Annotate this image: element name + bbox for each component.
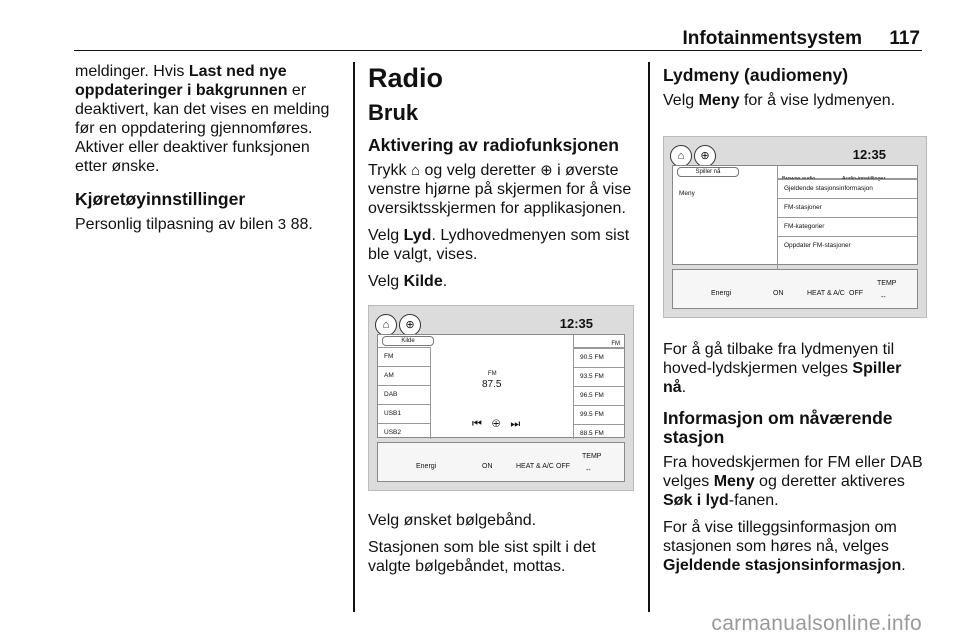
clock: 12:35 bbox=[852, 147, 886, 162]
select-band-text: Velg ønsket bølgebånd. bbox=[368, 512, 537, 529]
column-divider-1 bbox=[353, 62, 355, 612]
tab-fm[interactable]: FM bbox=[574, 335, 624, 348]
activate-heading: Aktivering av radiofunksjonen bbox=[368, 135, 619, 155]
extra-info-text: For å vise tilleggsinformasjon om stasjonen som høres nå, velges Gjeldende stasjonsinformasjon. bbox=[663, 519, 906, 574]
source-item[interactable]: DAB bbox=[378, 385, 430, 404]
return-text: For å gå tilbake fra lydmenyen til hoved-lydskjermen velges Spiller nå. bbox=[663, 341, 902, 396]
preset-item[interactable]: 93.5 FM bbox=[574, 367, 624, 386]
heat-ac-button[interactable]: HEAT & A/C bbox=[807, 290, 845, 297]
col1-paragraph: meldinger. Hvis Last ned nye oppdateringer i bakgrunnen er deaktivert, kan det vises en melding før en oppdatering gjennomføres. Aktiver eller deaktiver funksjonen etter ønske. bbox=[75, 63, 330, 175]
menu-item[interactable]: Oppdater FM-stasjoner bbox=[778, 236, 917, 255]
climate-bar bbox=[377, 442, 625, 482]
frequency: 87.5 bbox=[482, 379, 502, 390]
off-label: OFF bbox=[849, 290, 863, 297]
preset-item[interactable]: 99.5 FM bbox=[574, 405, 624, 424]
source-list bbox=[378, 347, 431, 439]
column-divider-2 bbox=[648, 62, 650, 612]
page-reference-icon: 3 bbox=[277, 216, 287, 233]
home-icon: ⌂ bbox=[410, 162, 421, 179]
radio-heading: Radio bbox=[368, 63, 444, 93]
temp-label: TEMP bbox=[877, 280, 897, 287]
clock: 12:35 bbox=[559, 316, 593, 331]
home-icon: ⌂ bbox=[375, 314, 397, 336]
menu-item[interactable]: FM-kategorier bbox=[778, 217, 917, 236]
energy-button[interactable]: Energi bbox=[416, 463, 437, 470]
freq-band: FM bbox=[488, 371, 497, 377]
select-source-text: Velg Kilde. bbox=[368, 273, 448, 290]
station-received-text: Stasjonen som ble sist spilt i det valgte bølgebåndet, mottas. bbox=[368, 539, 596, 575]
preset-list bbox=[573, 335, 624, 439]
screen-content bbox=[672, 165, 918, 265]
apps-icon: ⊕ bbox=[540, 162, 553, 179]
menu-item[interactable]: FM-stasjoner bbox=[778, 198, 917, 217]
home-icon: ⌂ bbox=[670, 145, 692, 167]
apps-icon: ⊕ bbox=[694, 145, 716, 167]
activate-text: Trykk ⌂ og velg deretter ⊕ i øverste venstre hjørne på skjermen for å vise oversiktsskjermen for applikasjonen. bbox=[368, 162, 632, 217]
use-heading: Bruk bbox=[368, 100, 419, 125]
apps-icon: ⊕ bbox=[399, 314, 421, 336]
tab-audio-settings[interactable]: Audio-innstillinger bbox=[842, 176, 886, 182]
tab-browse-audio[interactable]: Browse audio bbox=[782, 176, 816, 182]
menu-label: Meny bbox=[679, 190, 695, 197]
header-title: Infotainmentsystem bbox=[682, 28, 862, 49]
page-number: 117 bbox=[889, 28, 920, 49]
preset-item[interactable]: 96.5 FM bbox=[574, 386, 624, 405]
column-2 bbox=[368, 62, 636, 584]
radio-source-screen bbox=[368, 305, 634, 491]
playback-controls[interactable]: ⏮⊕⏭ bbox=[472, 418, 531, 430]
source-item[interactable]: FM bbox=[378, 347, 430, 366]
fm-dab-text: Fra hovedskjermen for FM eller DAB velges Meny og deretter aktiveres Søk i lyd-fanen. bbox=[663, 454, 923, 509]
select-menu-text: Velg Meny for å vise lydmenyen. bbox=[663, 92, 896, 109]
page-header bbox=[74, 22, 922, 51]
on-label: ON bbox=[482, 463, 493, 470]
temp-value: -- bbox=[586, 467, 591, 474]
preset-item[interactable]: 90.5 FM bbox=[574, 348, 624, 367]
off-label: OFF bbox=[556, 463, 570, 470]
climate-bar bbox=[672, 269, 918, 309]
audio-menu-screen bbox=[663, 136, 927, 318]
column-1 bbox=[75, 62, 343, 242]
energy-button[interactable]: Energi bbox=[711, 290, 732, 297]
source-item[interactable]: USB1 bbox=[378, 404, 430, 423]
menu-tabs bbox=[778, 166, 917, 182]
source-button[interactable]: Kilde bbox=[382, 336, 434, 346]
watermark: carmanualsonline.info bbox=[711, 612, 922, 635]
preset-item[interactable]: 88.5 FM bbox=[574, 424, 624, 443]
station-info-heading: Informasjon om nåværende stasjon bbox=[663, 408, 893, 447]
now-playing-button[interactable]: Spiller nå bbox=[677, 167, 739, 177]
screen-content bbox=[377, 334, 625, 438]
heat-ac-button[interactable]: HEAT & A/C bbox=[516, 463, 554, 470]
select-sound-text: Velg Lyd. Lydhovedmenyen som sist ble valgt, vises. bbox=[368, 227, 630, 263]
source-item[interactable]: USB2 bbox=[378, 423, 430, 442]
menu-panel bbox=[777, 166, 917, 270]
column-3 bbox=[663, 62, 927, 583]
personalization-text: Personlig tilpasning av bilen 3 88. bbox=[75, 216, 313, 233]
on-label: ON bbox=[773, 290, 784, 297]
vehicle-settings-heading: Kjøretøyinnstillinger bbox=[75, 189, 246, 209]
temp-label: TEMP bbox=[582, 453, 602, 460]
temp-value: -- bbox=[881, 294, 886, 301]
audio-menu-heading: Lydmeny (audiomeny) bbox=[663, 65, 849, 85]
source-item[interactable]: AM bbox=[378, 366, 430, 385]
menu-item[interactable]: Gjeldende stasjonsinformasjon bbox=[778, 179, 917, 198]
